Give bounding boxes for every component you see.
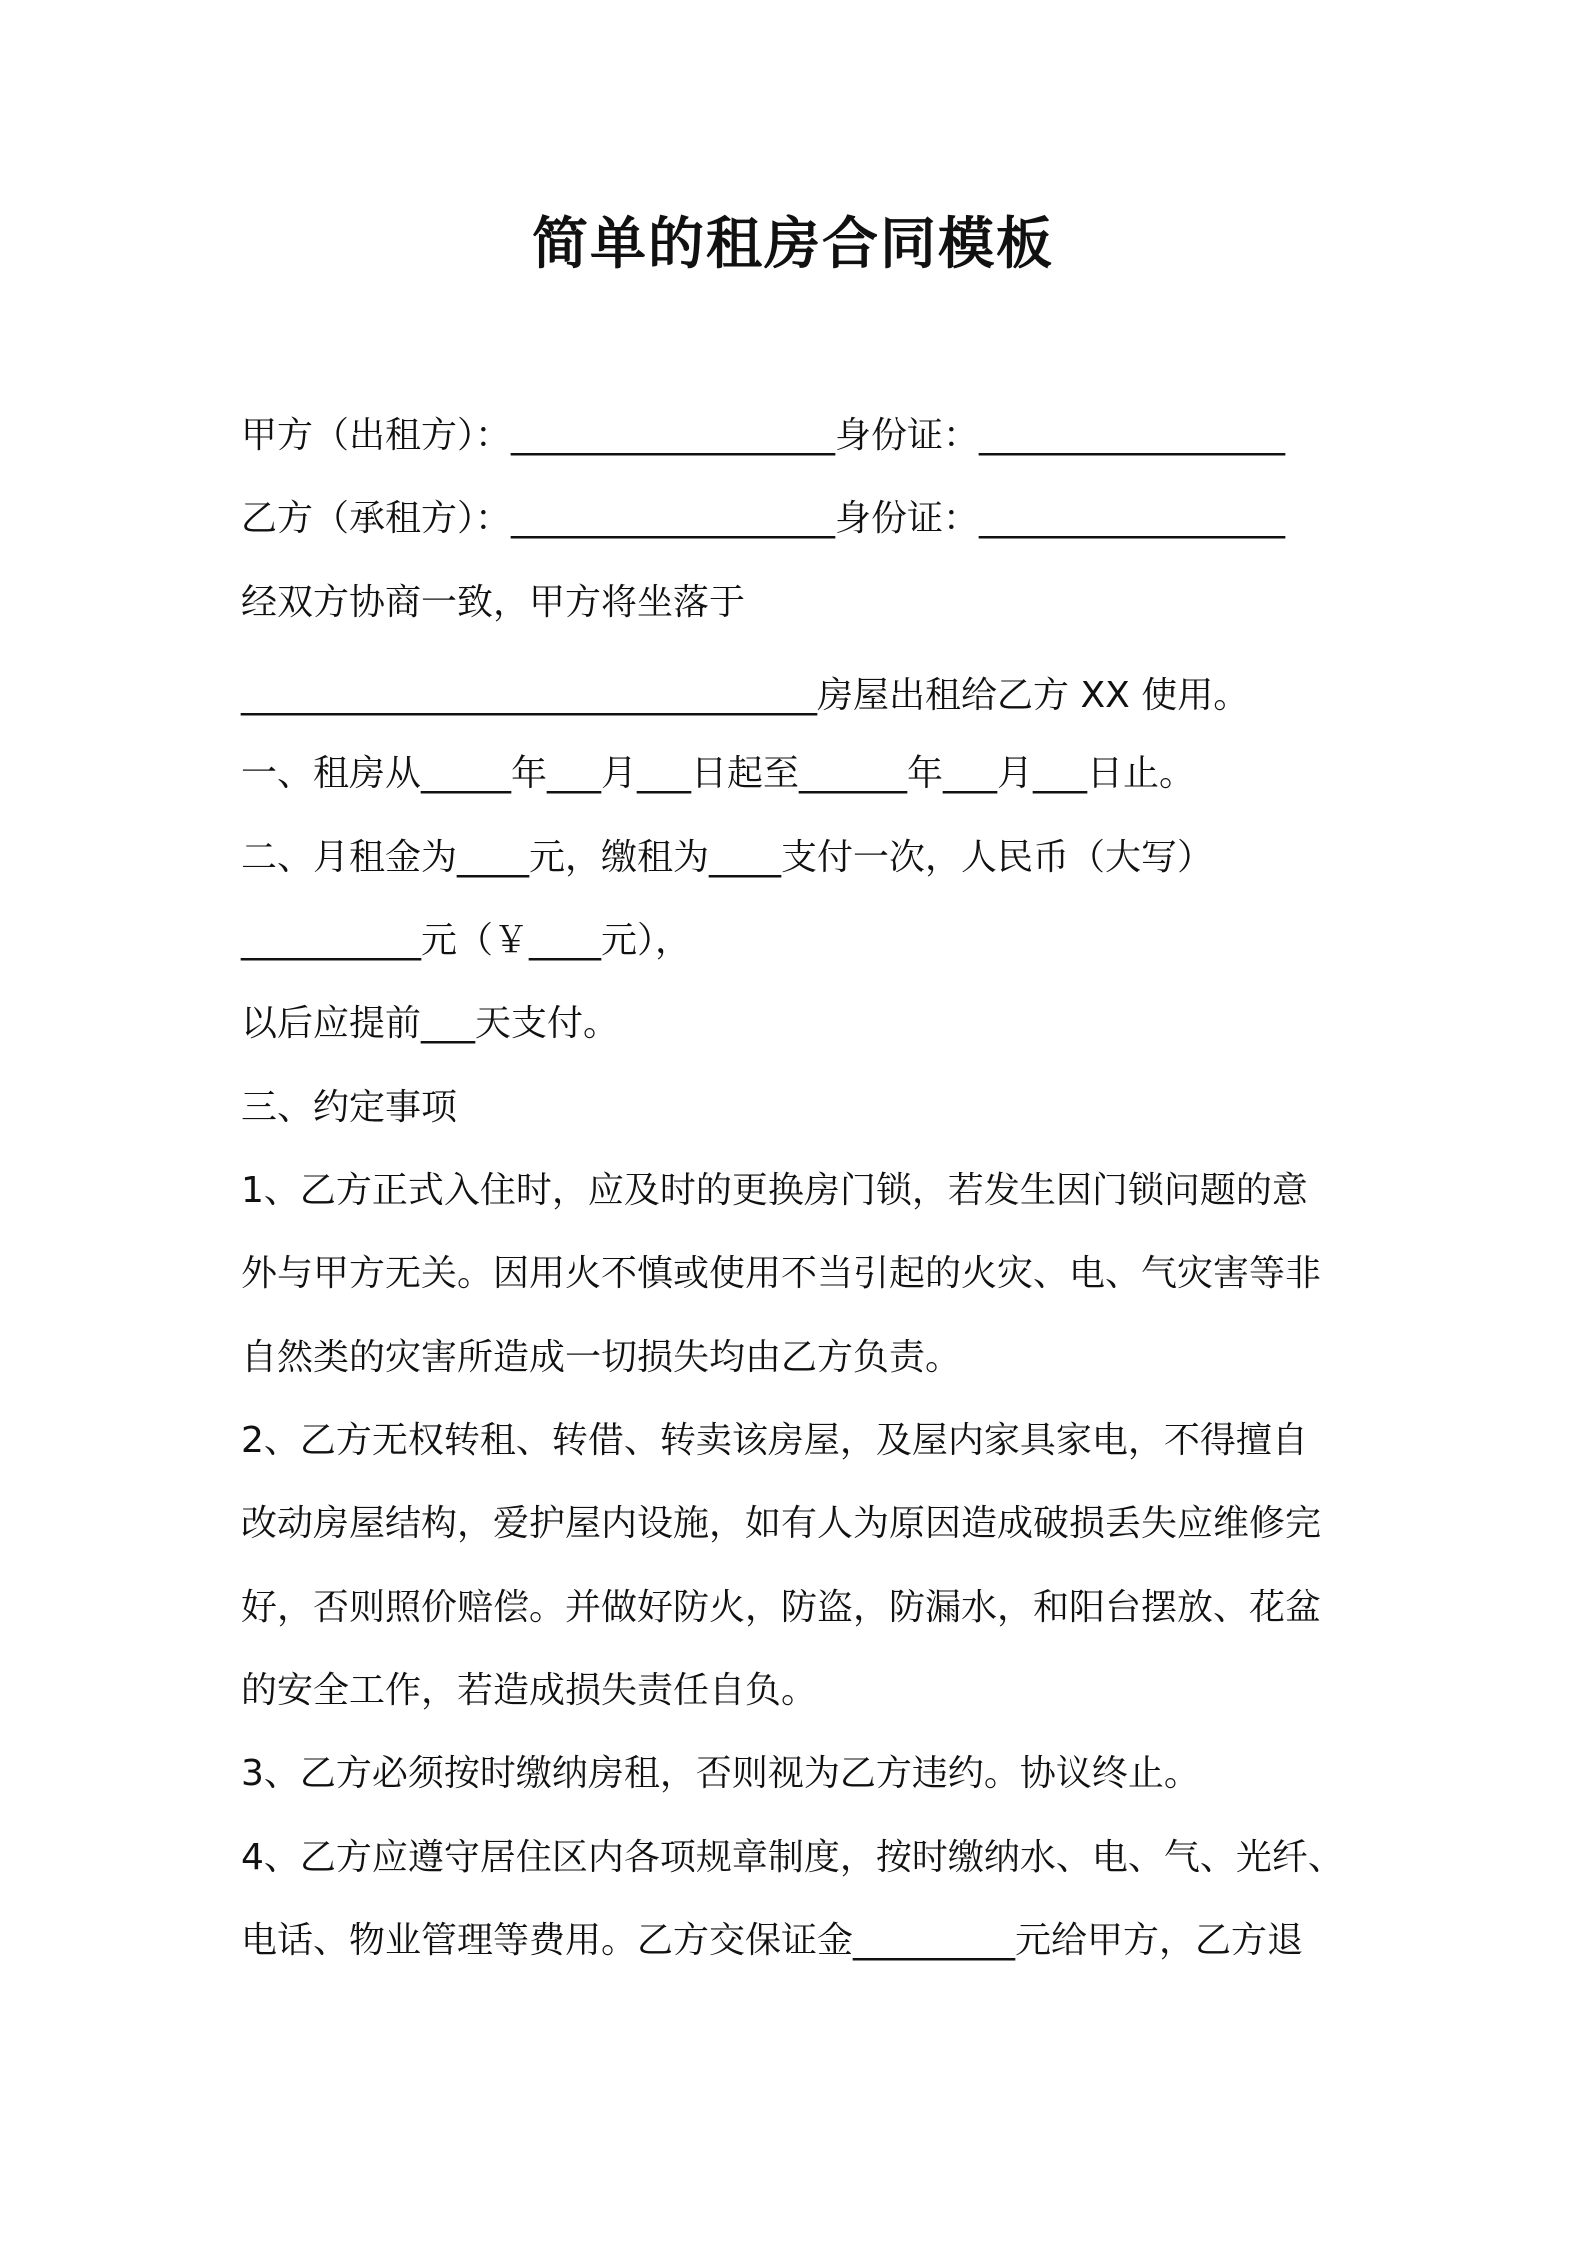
item-1-line-2: 外与甲方无关。因用火不慎或使用不当引起的火灾、电、气灾害等非	[241, 1253, 1322, 1294]
item-2-line-1: 2、乙方无权转租、转借、转卖该房屋，及屋内家具家电，不得擅自	[241, 1420, 1308, 1461]
item-2-line-2: 改动房屋结构，爱护屋内设施，如有人为原因造成破损丢失应维修完	[241, 1503, 1322, 1544]
clause-2-payment-advance: 以后应提前___天支付。	[241, 1003, 620, 1044]
item-1-line-1: 1、乙方正式入住时，应及时的更换房门锁，若发生因门锁问题的意	[241, 1170, 1308, 1211]
party-b-line: 乙方（承租方）：__________________身份证：_________________	[241, 498, 1286, 539]
item-3-line-1: 3、乙方必须按时缴纳房租，否则视为乙方违约。协议终止。	[241, 1753, 1200, 1794]
party-a-line: 甲方（出租方）：__________________身份证：_________________	[241, 415, 1286, 456]
clause-2-rent-amount: 二、月租金为____元，缴租为____支付一次，人民币（大写）	[241, 837, 1214, 878]
item-2-line-3: 好，否则照价赔偿。并做好防火，防盗，防漏水，和阳台摆放、花盆	[241, 1587, 1322, 1628]
agreement-intro-line: 经双方协商一致，甲方将坐落于	[241, 582, 746, 623]
document-title: 简单的租房合同模板	[532, 212, 1054, 277]
clause-1-rental-period: 一、租房从_____年___月___日起至______年___月___日止。	[241, 753, 1196, 794]
item-4-line-2: 电话、物业管理等费用。乙方交保证金_________元给甲方，乙方退	[241, 1920, 1304, 1961]
clause-2-rent-amount-cont: __________元（￥____元），	[241, 920, 692, 961]
property-location-line: ________________________________房屋出租给乙方 XX 使用。	[241, 675, 1250, 716]
item-1-line-3: 自然类的灾害所造成一切损失均由乙方负责。	[241, 1337, 962, 1378]
item-2-line-4: 的安全工作，若造成损失责任自负。	[241, 1670, 818, 1711]
item-4-line-1: 4、乙方应遵守居住区内各项规章制度，按时缴纳水、电、气、光纤、	[241, 1837, 1344, 1878]
clause-3-heading: 三、约定事项	[241, 1087, 458, 1128]
